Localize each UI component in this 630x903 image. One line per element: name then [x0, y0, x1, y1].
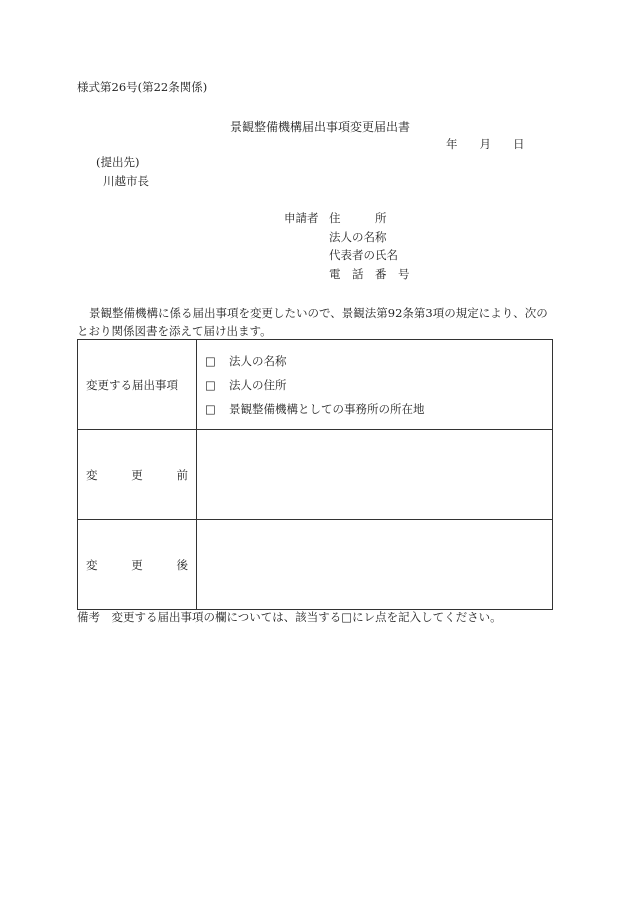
document-title: 景観整備機構届出事項変更届出書 — [229, 120, 410, 134]
checkbox-icon[interactable]: □ — [205, 377, 216, 392]
form-number: 様式第26号(第22条関係) — [77, 80, 208, 94]
applicant-label: 申請者 — [284, 211, 319, 225]
before-content-field[interactable] — [197, 430, 553, 520]
option-corp-address[interactable] — [205, 373, 552, 397]
label-char: 後 — [176, 557, 188, 572]
applicant-corp-name-label: 法人の名称 — [329, 230, 387, 244]
option-label: 法人の名称 — [229, 353, 287, 368]
label-char: 更 — [131, 557, 143, 572]
body-text: 景観整備機構に係る届出事項を変更したいので、景観法第92条第3項の規定により、次のとおり関係図書を添えて届け出ます。 — [77, 306, 548, 338]
after-content-field[interactable] — [197, 520, 553, 610]
table-row-items — [78, 340, 553, 430]
applicant-address-label: 住 所 — [329, 211, 387, 225]
row-label-before — [78, 430, 197, 520]
applicant-rep-name-label: 代表者の氏名 — [329, 248, 398, 262]
date-year: 年 — [446, 137, 458, 151]
table-row-before — [78, 430, 553, 520]
date-line — [446, 139, 525, 151]
row-label-after — [78, 520, 197, 610]
label-char: 変 — [86, 467, 98, 482]
label-char: 変 — [86, 557, 98, 572]
row-label-items: 変更する届出事項 — [78, 340, 197, 430]
label-char: 前 — [176, 467, 188, 482]
addressee-label: (提出先) — [96, 155, 140, 169]
checkbox-icon[interactable]: □ — [205, 353, 216, 368]
option-corp-name[interactable] — [205, 349, 552, 373]
option-office-location[interactable] — [205, 397, 552, 421]
checkbox-icon[interactable]: □ — [205, 401, 216, 416]
checkbox-options — [197, 340, 553, 430]
label-char: 更 — [131, 467, 143, 482]
option-label: 法人の住所 — [229, 377, 287, 392]
option-label: 景観整備機構としての事務所の所在地 — [229, 401, 425, 416]
applicant-phone-label: 電 話 番 号 — [329, 267, 410, 281]
date-day: 日 — [513, 137, 525, 151]
date-month: 月 — [479, 137, 491, 151]
table-row-after — [78, 520, 553, 610]
remarks-note: 備考 変更する届出事項の欄については、該当する□にレ点を記入してください。 — [77, 610, 502, 624]
change-table — [77, 339, 553, 610]
addressee-name: 川越市長 — [103, 174, 149, 188]
